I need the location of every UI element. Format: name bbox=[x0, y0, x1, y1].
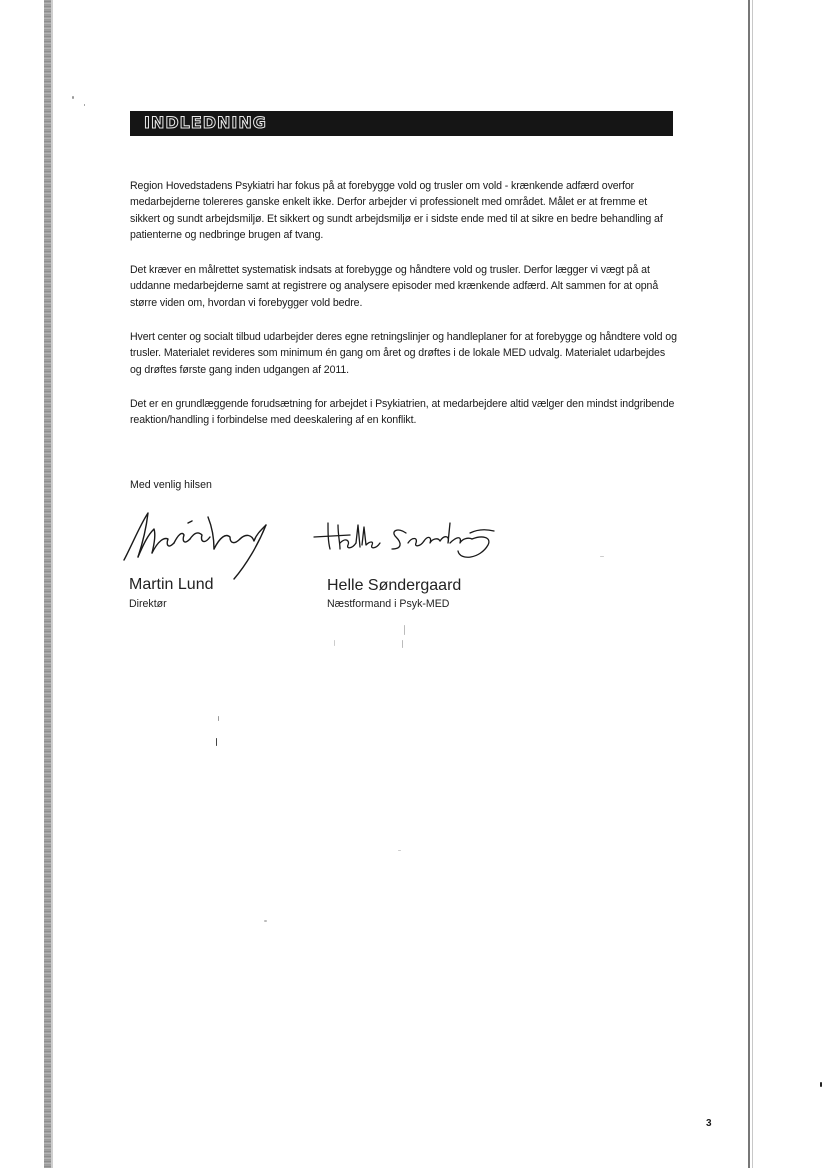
scan-edge-left bbox=[44, 0, 51, 1168]
scan-speck bbox=[72, 96, 74, 99]
page-number: 3 bbox=[706, 1118, 712, 1129]
paragraph-4: Det er en grundlæggende forudsætning for arbejdet i Psykiatrien, at medarbejdere altid vælger den mindst indgribende reaktion/handling i forbindelse med deeskalering af en konflikt. bbox=[130, 398, 675, 427]
scan-speck bbox=[216, 738, 217, 746]
closing-greeting: Med venlig hilsen bbox=[130, 479, 212, 491]
scan-edge-right bbox=[748, 0, 750, 1168]
signer-1-name: Martin Lund bbox=[129, 576, 214, 593]
scan-speck bbox=[398, 850, 401, 851]
paragraph-2: Det kræver en målrettet systematisk indsats at forebygge og håndtere vold og trusler. Derfor lægger vi vægt på at uddanne medarbejderne samt at registrere og analysere episoder med krænkende adfærd. Alt sammen for at opnå større viden om, hvordan vi forebygger vold bedre. bbox=[130, 264, 659, 309]
scan-speck bbox=[334, 640, 335, 646]
scan-speck bbox=[402, 640, 403, 648]
scan-speck bbox=[820, 1082, 822, 1087]
scan-speck bbox=[600, 556, 604, 557]
paragraph-3: Hvert center og socialt tilbud udarbejder deres egne retningslinjer og handleplaner for at forebygge og håndtere vold og trusler. Materialet revideres som minimum én gang om året og drøftes i de lokale MED udvalg. Materialet udarbejdes og drøftes første gang inden udgangen af 2011. bbox=[130, 331, 677, 376]
scan-speck bbox=[264, 920, 267, 922]
paragraph-1: Region Hovedstadens Psykiatri har fokus på at forebygge vold og trusler om vold - krænkende adfærd overfor medarbejderne tolereres ganske enkelt ikke. Derfor arbejder vi professionelt med området. Målet er at fremme et sikkert og sundt arbejdsmiljø. Et sikkert og sundt arbejdsmiljø er i sidste ende med til at sikre en bedre behandling af patienterne og nedbringe brugen af tvang. bbox=[130, 180, 663, 242]
scan-edge-right-shadow bbox=[752, 0, 753, 1168]
signer-1-role: Direktør bbox=[129, 598, 167, 610]
scan-edge-left-shadow bbox=[51, 0, 53, 1168]
section-heading: INDLEDNING bbox=[144, 113, 267, 132]
signature-helle-sondergaard bbox=[310, 515, 500, 570]
scan-speck bbox=[404, 625, 405, 635]
signer-2-role: Næstformand i Psyk-MED bbox=[327, 598, 450, 610]
scan-speck bbox=[84, 104, 85, 106]
signature-martin-lund bbox=[118, 505, 278, 585]
signer-2-name: Helle Søndergaard bbox=[327, 577, 462, 594]
scan-speck bbox=[218, 716, 219, 721]
section-heading-bar bbox=[130, 111, 673, 136]
